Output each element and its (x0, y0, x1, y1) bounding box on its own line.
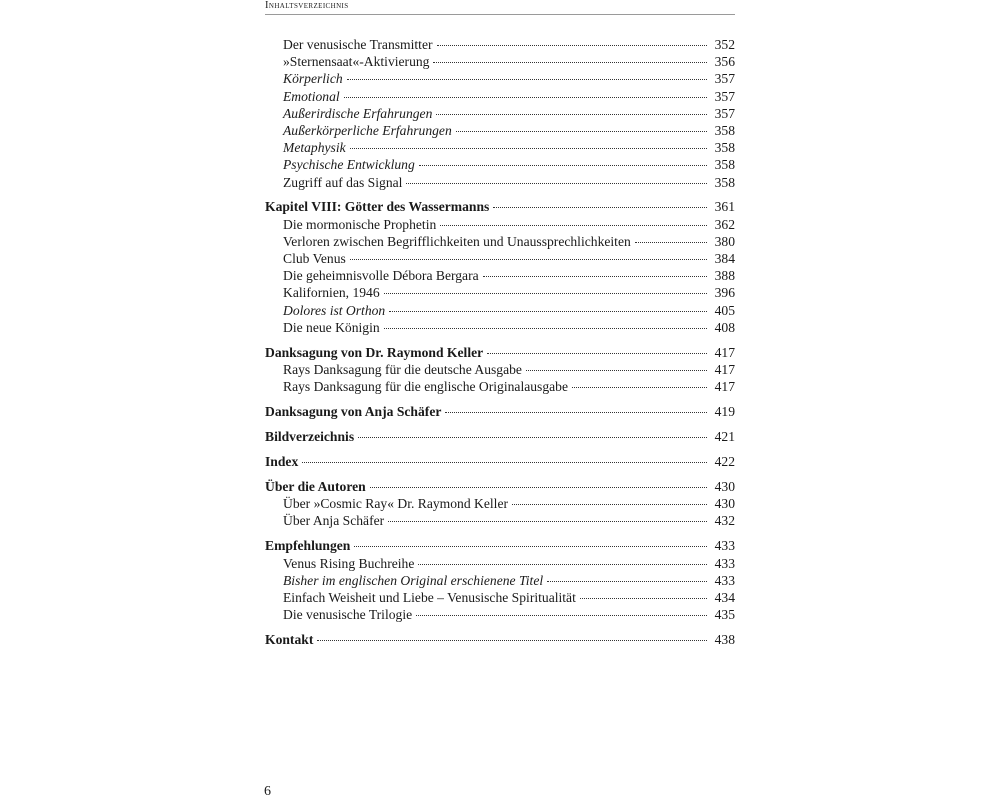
toc-chapter-entry[interactable] (265, 428, 735, 445)
dot-leader (635, 241, 707, 243)
toc-entry-page: 433 (714, 572, 735, 588)
toc-entry-title: »Sternensaat«-Aktivierung (283, 54, 430, 70)
toc-entry-page: 356 (714, 54, 735, 70)
dot-leader (317, 639, 707, 641)
dot-leader (388, 520, 707, 522)
dot-leader (493, 206, 707, 208)
toc-chapter-entry[interactable] (265, 631, 735, 648)
toc-chapter-entry[interactable] (265, 344, 735, 361)
toc-entry-page: 357 (714, 105, 735, 121)
toc-entry-page: 433 (714, 538, 735, 554)
toc-entry[interactable] (265, 361, 735, 378)
toc-entry-title: Metaphysik (283, 140, 346, 156)
toc-entry[interactable] (265, 122, 735, 139)
toc-entry-page: 405 (714, 302, 735, 318)
toc-entry[interactable] (265, 267, 735, 284)
toc-entry[interactable] (265, 495, 735, 512)
toc-entry-page: 432 (714, 513, 735, 529)
toc-entry-title: Rays Danksagung für die deutsche Ausgabe (283, 361, 522, 377)
toc-entry[interactable] (265, 250, 735, 267)
toc-entry[interactable] (265, 70, 735, 87)
toc-entry[interactable] (265, 319, 735, 336)
dot-leader (433, 61, 707, 63)
toc-entry[interactable] (265, 53, 735, 70)
toc-entry-title: Die venusische Trilogie (283, 607, 413, 623)
toc-entry-page: 422 (714, 454, 735, 470)
toc-entry-title: Verloren zwischen Begrifflichkeiten und Unaussprechlichkeiten (283, 233, 631, 249)
toc-entry-title: Einfach Weisheit und Liebe – Venusische Spiritualität (283, 590, 576, 606)
toc-entry-title: Club Venus (283, 251, 346, 267)
toc-entry[interactable] (265, 36, 735, 53)
running-head-title: Inhaltsverzeichnis (265, 0, 349, 11)
toc-entry-page: 384 (714, 251, 735, 267)
toc-entry-title: Die neue Königin (283, 319, 380, 335)
toc-entry-title: Zugriff auf das Signal (283, 174, 403, 190)
toc-entry-page: 357 (714, 88, 735, 104)
toc-entry-title: Danksagung von Dr. Raymond Keller (265, 344, 484, 360)
dot-leader (437, 44, 707, 46)
toc-entry-title: Außerkörperliche Erfahrungen (283, 122, 452, 138)
toc-entry[interactable] (265, 174, 735, 191)
dot-leader (350, 258, 707, 260)
toc-entry-page: 421 (714, 429, 735, 445)
toc-entry-page: 417 (714, 344, 735, 360)
dot-leader (483, 275, 707, 277)
toc-entry-title: Dolores ist Orthon (283, 302, 386, 318)
toc-entry[interactable] (265, 156, 735, 173)
dot-leader (384, 292, 707, 294)
dot-leader (354, 545, 707, 547)
dot-leader (418, 563, 707, 565)
toc-entry[interactable] (265, 139, 735, 156)
toc-chapter-entry[interactable] (265, 198, 735, 215)
toc-entry[interactable] (265, 512, 735, 529)
toc-entry[interactable] (265, 302, 735, 319)
toc-entry[interactable] (265, 233, 735, 250)
toc-entry-title: Kontakt (265, 632, 314, 648)
toc-entry[interactable] (265, 105, 735, 122)
toc-entry-title: Empfehlungen (265, 538, 351, 554)
toc-entry-page: 362 (714, 216, 735, 232)
dot-leader (487, 352, 707, 354)
table-of-contents (265, 36, 735, 648)
toc-entry-title: Kalifornien, 1946 (283, 285, 380, 301)
toc-entry-title: Über die Autoren (265, 479, 366, 495)
toc-entry-page: 417 (714, 379, 735, 395)
toc-entry-page: 434 (714, 590, 735, 606)
dot-leader (512, 503, 707, 505)
toc-entry-title: Bisher im englischen Original erschienene Titel (283, 572, 544, 588)
toc-entry-page: 408 (714, 319, 735, 335)
toc-entry-page: 396 (714, 285, 735, 301)
toc-entry[interactable] (265, 572, 735, 589)
toc-entry[interactable] (265, 606, 735, 623)
dot-leader (389, 310, 707, 312)
toc-entry-title: Körperlich (283, 71, 343, 87)
toc-entry-page: 430 (714, 479, 735, 495)
toc-entry-title: Der venusische Transmitter (283, 37, 433, 52)
toc-entry-title: Rays Danksagung für die englische Originalausgabe (283, 379, 569, 395)
dot-leader (416, 614, 707, 616)
page-number: 6 (264, 784, 271, 799)
toc-entry[interactable] (265, 216, 735, 233)
dot-leader (572, 386, 707, 388)
dot-leader (436, 113, 707, 115)
toc-entry-title: Über Anja Schäfer (283, 513, 385, 529)
toc-entry-page: 433 (714, 555, 735, 571)
toc-entry[interactable] (265, 589, 735, 606)
toc-entry-page: 357 (714, 71, 735, 87)
toc-entry-page: 361 (714, 199, 735, 215)
toc-chapter-entry[interactable] (265, 537, 735, 554)
toc-entry[interactable] (265, 88, 735, 105)
dot-leader (384, 327, 707, 329)
toc-entry-page: 358 (714, 157, 735, 173)
dot-leader (547, 580, 707, 582)
toc-entry-title: Kapitel VIII: Götter des Wassermanns (265, 199, 490, 215)
dot-leader (406, 182, 707, 184)
toc-entry-page: 419 (714, 404, 735, 420)
toc-chapter-entry[interactable] (265, 478, 735, 495)
toc-entry[interactable] (265, 555, 735, 572)
toc-entry-page: 438 (714, 632, 735, 648)
toc-entry-page: 430 (714, 496, 735, 512)
toc-entry-title: Danksagung von Anja Schäfer (265, 404, 442, 420)
toc-entry-page: 352 (714, 37, 735, 52)
toc-entry-title: Die geheimnisvolle Débora Bergara (283, 268, 479, 284)
toc-entry-title: Die mormonische Prophetin (283, 216, 437, 232)
dot-leader (370, 486, 707, 488)
dot-leader (456, 130, 707, 132)
toc-chapter-entry[interactable] (265, 403, 735, 420)
dot-leader (344, 96, 707, 98)
toc-entry-page: 358 (714, 174, 735, 190)
dot-leader (445, 411, 707, 413)
toc-entry[interactable] (265, 284, 735, 301)
toc-entry[interactable] (265, 378, 735, 395)
toc-entry-title: Außerirdische Erfahrungen (283, 105, 433, 121)
running-head (265, 0, 735, 15)
toc-entry-page: 358 (714, 122, 735, 138)
dot-leader (358, 436, 707, 438)
toc-chapter-entry[interactable] (265, 453, 735, 470)
dot-leader (347, 78, 707, 80)
dot-leader (526, 369, 707, 371)
toc-entry-title: Bildverzeichnis (265, 429, 355, 445)
toc-entry-page: 358 (714, 140, 735, 156)
dot-leader (580, 597, 707, 599)
toc-entry-title: Über »Cosmic Ray« Dr. Raymond Keller (283, 496, 509, 512)
toc-entry-page: 380 (714, 233, 735, 249)
dot-leader (440, 224, 707, 226)
toc-entry-page: 417 (714, 361, 735, 377)
toc-entry-title: Venus Rising Buchreihe (283, 555, 415, 571)
dot-leader (350, 147, 707, 149)
toc-entry-title: Psychische Entwicklung (283, 157, 415, 173)
dot-leader (419, 164, 707, 166)
toc-entry-page: 388 (714, 268, 735, 284)
toc-entry-title: Emotional (283, 88, 340, 104)
toc-entry-page: 435 (714, 607, 735, 623)
dot-leader (302, 461, 707, 463)
toc-entry-title: Index (265, 454, 299, 470)
